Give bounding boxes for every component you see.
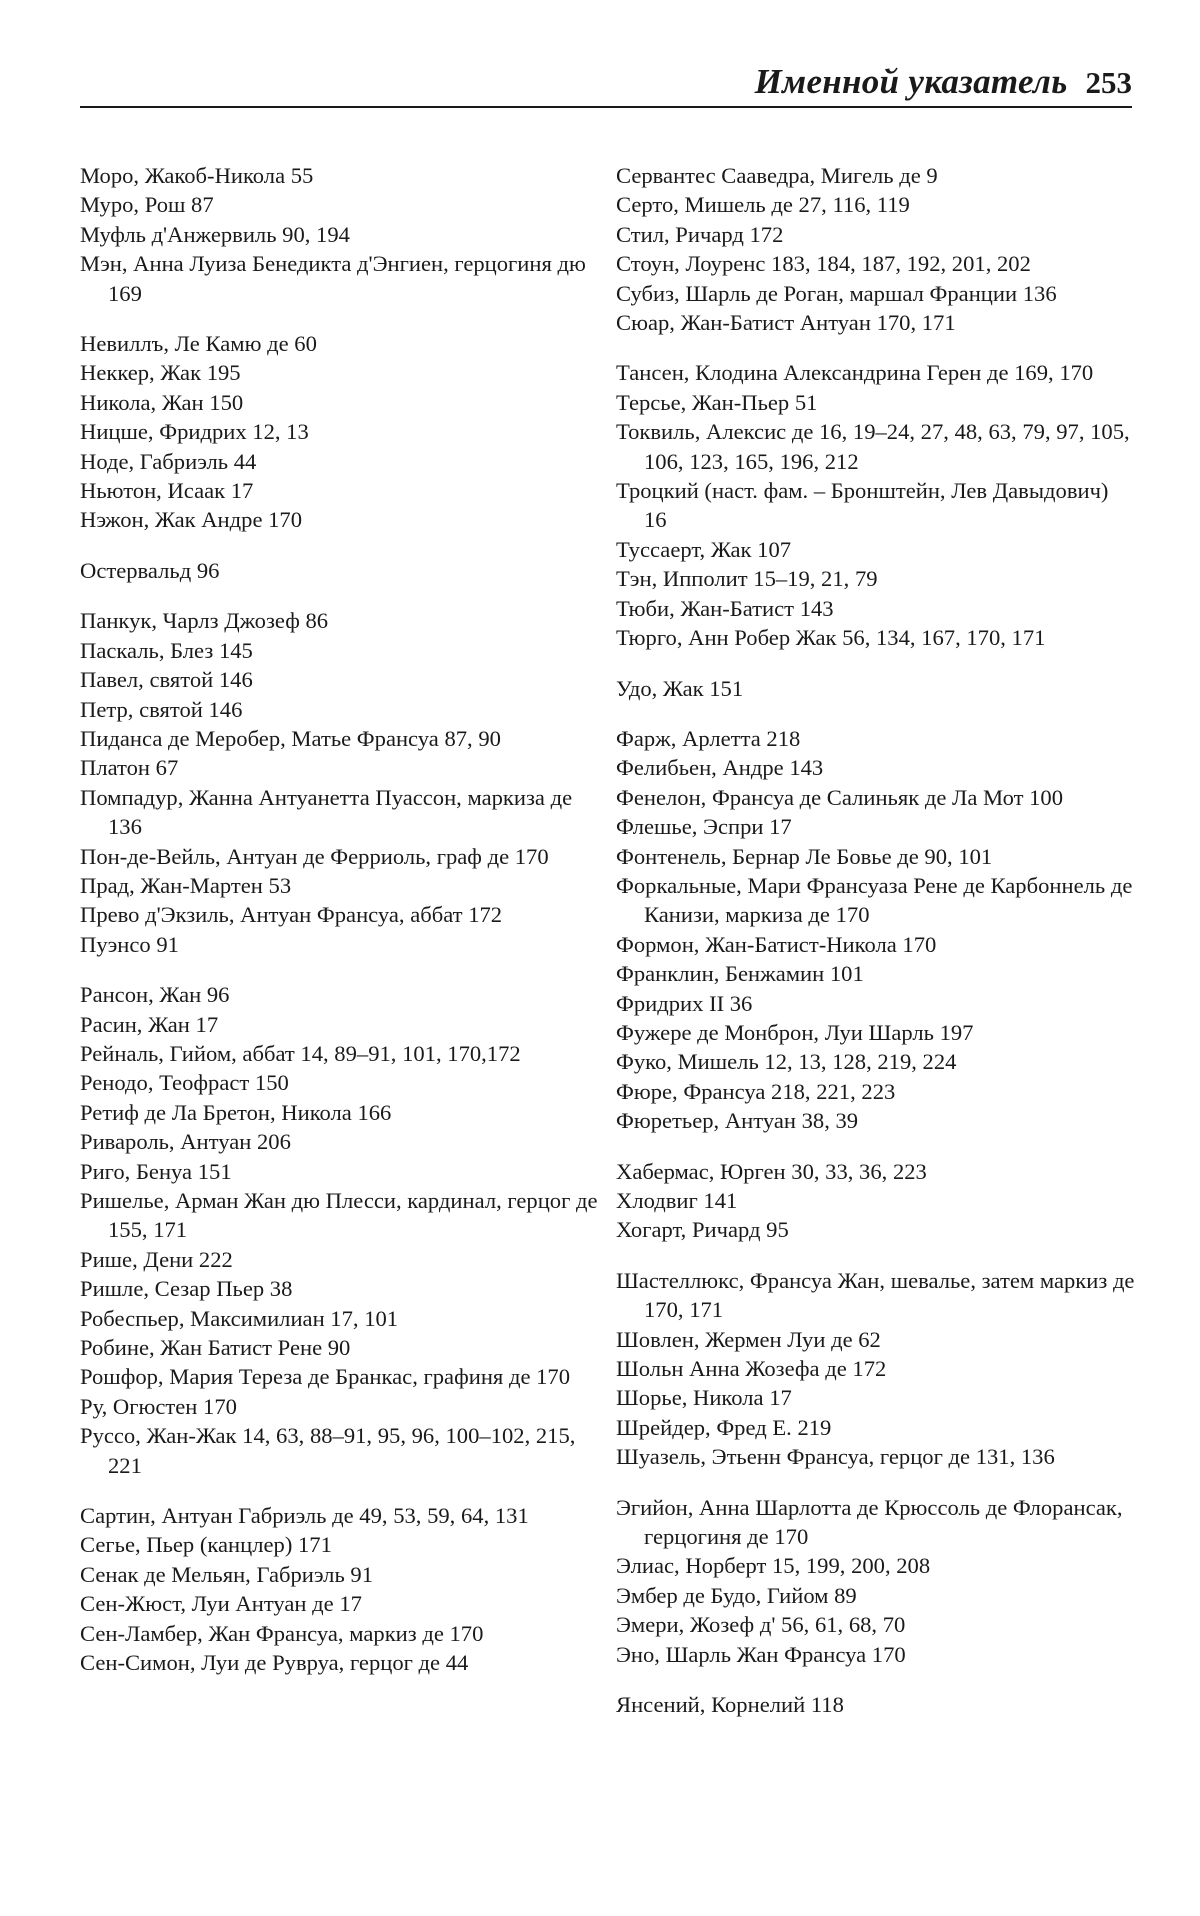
index-entry: Фужере де Монброн, Луи Шарль 197 xyxy=(616,1019,974,1045)
index-entry: Пиданса де Меробер, Матье Франсуа 87, 90 xyxy=(80,725,501,751)
index-entry: Фридрих II 36 xyxy=(616,990,753,1016)
header-rule xyxy=(80,106,1132,108)
index-entry: Форкальные, Мари Франсуаза Рене де Карбоннель де Канизи, маркиза де 170 xyxy=(616,872,1133,928)
index-entry: Сенак де Мельян, Габриэль 91 xyxy=(80,1561,373,1587)
index-entry: Руссо, Жан-Жак 14, 63, 88–91, 95, 96, 100–102, 215, 221 xyxy=(80,1423,576,1478)
index-entry: Ньютон, Исаак 17 xyxy=(80,478,254,504)
index-entry: Троцкий (наст. фам. – Бронштейн, Лев Давыдович) 16 xyxy=(616,478,1109,533)
index-entry: Хлодвиг 141 xyxy=(616,1188,738,1213)
index-entry: Паскаль, Блез 145 xyxy=(80,637,253,663)
index-entry: Фюретьер, Антуан 38, 39 xyxy=(616,1108,859,1134)
index-letter-group xyxy=(80,980,600,1480)
header-text xyxy=(741,62,1132,102)
index-entry: Ришелье, Арман Жан дю Плесси, кардинал, герцог де 155, 171 xyxy=(80,1188,598,1243)
index-entry: Ретиф де Ла Бретон, Никола 166 xyxy=(80,1099,392,1125)
index-entry: Сервантес Сааведра, Мигель де 9 xyxy=(616,163,938,188)
index-entry: Панкук, Чарлз Джозеф 86 xyxy=(80,608,329,634)
index-entry: Павел, святой 146 xyxy=(80,667,253,693)
index-entry: Пуэнсо 91 xyxy=(80,931,179,957)
index-letter-group xyxy=(616,1157,1136,1245)
index-entry: Янсений, Корнелий 118 xyxy=(616,1692,844,1718)
index-entry: Эмери, Жозеф д' 56, 61, 68, 70 xyxy=(616,1612,906,1638)
index-entry: Сегье, Пьер (канцлер) 171 xyxy=(80,1532,332,1558)
index-entry: Ривароль, Антуан 206 xyxy=(80,1129,291,1155)
index-entry: Робеспьер, Максимилиан 17, 101 xyxy=(80,1305,399,1331)
index-entry: Мэн, Анна Луиза Бенедикта д'Энгиен, герцогиня дю 169 xyxy=(80,251,586,306)
index-entry: Муфль д'Анжервиль 90, 194 xyxy=(80,221,350,247)
index-entry: Платон 67 xyxy=(80,755,179,781)
index-entry: Расин, Жан 17 xyxy=(80,1011,219,1037)
index-entry: Сен-Симон, Луи де Рувруа, герцог де 44 xyxy=(80,1650,469,1676)
page-number: 253 xyxy=(1085,65,1132,100)
index-letter-group xyxy=(616,358,1136,652)
index-letter-group xyxy=(80,161,600,308)
index-entry: Субиз, Шарль де Роган, маршал Франции 136 xyxy=(616,280,1057,306)
index-entry: Шольн Анна Жозефа де 172 xyxy=(616,1356,887,1382)
index-entry: Риго, Бенуа 151 xyxy=(80,1158,232,1184)
index-entry: Никола, Жан 150 xyxy=(80,389,244,415)
index-entry: Стоун, Лоуренс 183, 184, 187, 192, 201, 202 xyxy=(616,251,1031,277)
index-entry: Фелибьен, Андре 143 xyxy=(616,755,824,781)
index-entry: Шрейдер, Фред Е. 219 xyxy=(616,1414,832,1440)
index-entry: Фенелон, Франсуа де Салиньяк де Ла Мот 100 xyxy=(616,784,1063,810)
index-entry: Формон, Жан-Батист-Никола 170 xyxy=(616,931,937,957)
index-letter-group xyxy=(80,556,600,585)
index-entry: Помпадур, Жанна Антуанетта Пуассон, маркиза де 136 xyxy=(80,784,573,840)
index-entry: Фарж, Арлетта 218 xyxy=(616,725,801,751)
index-letter-group xyxy=(80,1501,600,1677)
index-entry: Тюби, Жан-Батист 143 xyxy=(616,595,834,621)
index-entry: Сен-Жюст, Луи Антуан де 17 xyxy=(80,1591,362,1617)
index-entry: Ренодо, Теофраст 150 xyxy=(80,1070,289,1096)
index-column-right xyxy=(616,161,1136,1741)
index-entry: Терсье, Жан-Пьер 51 xyxy=(616,389,818,415)
index-entry: Тансен, Клодина Александрина Герен де 169, 170 xyxy=(616,360,1094,386)
index-entry: Токвиль, Алексис де 16, 19–24, 27, 48, 63, 79, 97, 105, 106, 123, 165, 196, 212 xyxy=(616,419,1130,474)
index-entry: Эгийон, Анна Шарлотта де Крюссоль де Флорансак, герцогиня де 170 xyxy=(616,1494,1123,1550)
index-entry: Шорье, Никола 17 xyxy=(616,1385,792,1411)
index-entry: Невиллъ, Ле Камю де 60 xyxy=(80,331,317,357)
index-entry: Флешье, Эспри 17 xyxy=(616,814,792,840)
index-entry: Пон-де-Вейль, Антуан де Ферриоль, граф де 170 xyxy=(80,843,549,869)
index-entry: Туссаерт, Жак 107 xyxy=(616,536,792,562)
index-entry: Хабермас, Юрген 30, 33, 36, 223 xyxy=(616,1158,927,1184)
index-entry: Энo, Шарль Жан Франсуа 170 xyxy=(616,1641,906,1667)
index-entry: Эмбер де Будо, Гийом 89 xyxy=(616,1582,857,1608)
index-entry: Неккер, Жак 195 xyxy=(80,360,241,386)
index-entry: Стил, Ричард 172 xyxy=(616,221,784,247)
index-letter-group xyxy=(616,674,1136,703)
index-letter-group xyxy=(616,161,1136,337)
index-letter-group xyxy=(80,329,600,535)
index-entry: Ру, Огюстен 170 xyxy=(80,1393,237,1419)
index-entry: Прево д'Экзиль, Антуан Франсуа, аббат 172 xyxy=(80,902,503,928)
index-letter-group xyxy=(616,1690,1136,1719)
index-entry: Рошфор, Мария Тереза де Бранкас, графиня де 170 xyxy=(80,1364,571,1390)
index-entry: Ницше, Фридрих 12, 13 xyxy=(80,419,309,445)
running-title: Именной указатель xyxy=(754,62,1068,101)
index-entry: Шуазель, Этьенн Франсуа, герцог де 131, 136 xyxy=(616,1444,1055,1470)
index-entry: Рише, Дени 222 xyxy=(80,1246,233,1272)
index-entry: Шастеллюкс, Франсуа Жан, шевалье, затем маркиз де 170, 171 xyxy=(616,1267,1135,1323)
index-letter-group xyxy=(80,606,600,959)
index-letter-group xyxy=(616,1266,1136,1472)
index-entry: Моро, Жакоб-Никола 55 xyxy=(80,163,314,188)
index-entry: Фуко, Мишель 12, 13, 128, 219, 224 xyxy=(616,1049,957,1075)
index-entry: Ришле, Сезар Пьер 38 xyxy=(80,1276,293,1302)
index-entry: Нэжон, Жак Андре 170 xyxy=(80,507,303,533)
index-letter-group xyxy=(616,724,1136,1136)
index-entry: Сен-Ламбер, Жан Франсуа, маркиз де 170 xyxy=(80,1620,484,1646)
index-entry: Робине, Жан Батист Рене 90 xyxy=(80,1335,351,1361)
index-entry: Прад, Жан-Мартен 53 xyxy=(80,872,292,898)
index-entry: Ноде, Габриэль 44 xyxy=(80,448,257,474)
index-entry: Элиас, Норберт 15, 199, 200, 208 xyxy=(616,1553,931,1579)
index-entry: Фюре, Франсуа 218, 221, 223 xyxy=(616,1078,896,1104)
index-entry: Сюар, Жан-Батист Антуан 170, 171 xyxy=(616,310,956,336)
running-header xyxy=(80,62,1132,110)
index-entry: Хогарт, Ричард 95 xyxy=(616,1217,789,1243)
index-entry: Фонтенель, Бернар Ле Бовье де 90, 101 xyxy=(616,843,993,869)
index-entry: Рейналь, Гийом, аббат 14, 89–91, 101, 170,172 xyxy=(80,1040,521,1066)
index-entry: Муро, Рош 87 xyxy=(80,192,214,218)
index-entry: Франклин, Бенжамин 101 xyxy=(616,961,864,987)
index-entry: Тюрго, Анн Робер Жак 56, 134, 167, 170, 171 xyxy=(616,625,1046,651)
index-entry: Шовлен, Жермен Луи де 62 xyxy=(616,1326,881,1352)
index-entry: Рансон, Жан 96 xyxy=(80,982,230,1008)
index-entry: Удо, Жак 151 xyxy=(616,675,744,701)
index-entry: Петр, святой 146 xyxy=(80,696,243,722)
index-entry: Тэн, Ипполит 15–19, 21, 79 xyxy=(616,566,878,592)
index-column-left xyxy=(80,161,600,1699)
index-entry: Сартин, Антуан Габриэль де 49, 53, 59, 64, 131 xyxy=(80,1503,529,1529)
index-letter-group xyxy=(616,1493,1136,1669)
index-entry: Остервальд 96 xyxy=(80,557,220,583)
index-entry: Серто, Мишель де 27, 116, 119 xyxy=(616,192,910,218)
